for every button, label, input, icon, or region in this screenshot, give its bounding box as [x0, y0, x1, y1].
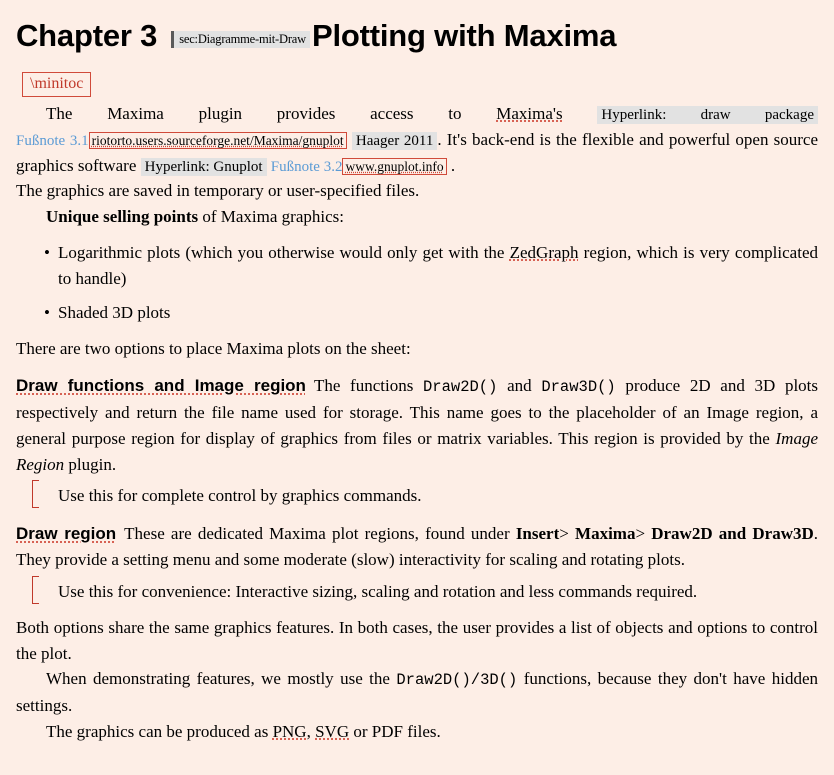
bullet-1-pre: Logarithmic plots (which you otherwise would only get with the — [58, 243, 510, 263]
menu-maxima: Maxima — [575, 524, 636, 544]
intro-paragraph — [16, 101, 818, 178]
list-item — [58, 300, 818, 326]
entry-2-body-a: These are dedicated Maxima plot regions, found under — [124, 524, 516, 544]
entry-2-term: Draw region — [16, 524, 117, 544]
usp-rest: of Maxima graphics: — [198, 207, 344, 227]
entry-2-body-b: > — [559, 524, 576, 544]
svg-link[interactable]: SVG — [315, 721, 350, 741]
url-gnuplot-maxima[interactable] — [89, 132, 347, 149]
minitoc-container — [16, 54, 818, 101]
minitoc-command[interactable]: \minitoc — [22, 72, 91, 97]
entry-2-body-c: > — [635, 524, 652, 544]
entry-draw-region — [16, 521, 818, 604]
closing-2-b: functions, because they don't have hidden settings. — [16, 669, 819, 715]
usp-bold: Unique selling points — [46, 207, 199, 227]
closing-paragraph-3 — [16, 719, 818, 745]
usp-bullet-list — [16, 240, 818, 325]
maximas-link[interactable]: Maxima's — [496, 104, 563, 123]
closing-3-a: The graphics can be produced as — [46, 721, 273, 741]
entry-2-note: Use this for convenience: Interactive sizing, scaling and rotation and less commands required. — [46, 579, 818, 605]
url-gnuplot-maxima-text: riotorto.users.sourceforge.net/Maxima/gnuplot — [91, 132, 344, 148]
page-title — [16, 18, 818, 54]
footnote-3-2[interactable]: Fußnote 3.2 — [270, 158, 343, 175]
entry-1-body-a: The functions — [313, 376, 423, 396]
code-draw3d: Draw3D() — [541, 378, 616, 397]
entry-2-body-d: . They provide a setting menu and some moderate (slow) interactivity for scaling and rotating plots. — [16, 524, 818, 570]
code-draw2d-3d: Draw2D()/3D() — [396, 671, 518, 690]
inset-haager-2011[interactable]: Haager 2011 — [352, 132, 437, 150]
list-item — [58, 240, 818, 292]
entry-1-body-d: plugin. — [64, 454, 117, 474]
entry-draw-functions — [16, 373, 818, 509]
entry-1-body-c: produce 2D and 3D plots respectively and return the file name used for storage. This name goes to the placeholder of an Image region, a general purpose region for display of graphics from files or matrix variables. This region is provided by the — [16, 376, 819, 448]
intro-text-a: The Maxima plugin provides access to — [46, 104, 497, 123]
bullet-1-post: region, which is very complicated to handle) — [58, 243, 818, 288]
inset-draw-package[interactable]: Hyperlink: draw package — [597, 106, 818, 124]
intro-line2: The graphics are saved in temporary or user-specified files. — [16, 181, 420, 201]
usp-paragraph — [16, 204, 818, 230]
inset-hyperlink-gnuplot[interactable]: Hyperlink: Gnuplot — [141, 158, 267, 176]
entry-1-paragraph — [16, 373, 818, 477]
png-link[interactable]: PNG — [272, 721, 307, 741]
chapter-title: Plotting with Maxima — [311, 18, 617, 53]
closing-2-a: When demonstrating features, we mostly use the — [46, 669, 397, 689]
menu-insert: Insert — [515, 524, 560, 544]
closing-3-comma: , — [306, 721, 316, 741]
intro-text-c: . — [450, 155, 456, 175]
document-body — [16, 101, 818, 745]
zedgraph-link[interactable]: ZedGraph — [509, 243, 579, 263]
bullet-2-pre: Shaded 3D plots — [58, 302, 171, 322]
closing-paragraph-2 — [16, 666, 818, 718]
image-region-plugin-name: Image Region — [16, 428, 818, 474]
section-label-box[interactable]: sec:Diagramme-mit-Draw — [171, 31, 310, 48]
footnote-3-1[interactable]: Fußnote 3.1 — [16, 132, 89, 149]
entry-1-note: Use this for complete control by graphics commands. — [46, 483, 818, 509]
intro-text-b: . It's back-end is the flexible and powerful open source graphics software — [16, 129, 819, 175]
options-intro: There are two options to place Maxima plots on the sheet: — [16, 338, 411, 358]
entry-1-term: Draw functions and Image region — [16, 376, 306, 396]
code-draw2d: Draw2D() — [423, 378, 498, 397]
closing-paragraph-1: Both options share the same graphics features. In both cases, the user provides a list of objects and options to control the plot. — [16, 617, 818, 663]
url-gnuplot-info-text: www.gnuplot.info — [345, 158, 444, 174]
entry-1-body-b: and — [497, 376, 542, 396]
entry-2-paragraph — [16, 521, 818, 573]
chapter-number: Chapter 3 — [16, 18, 158, 53]
url-gnuplot-info[interactable] — [342, 158, 446, 175]
menu-draw2d-draw3d: Draw2D and Draw3D — [651, 524, 814, 544]
closing-3-b: or PDF files. — [349, 721, 441, 741]
